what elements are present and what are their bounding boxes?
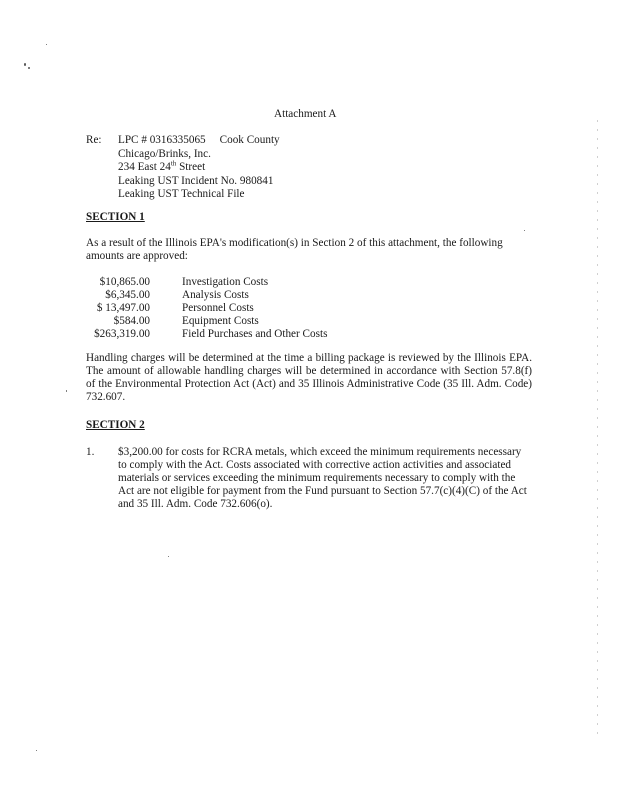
approved-amounts-list bbox=[80, 276, 327, 341]
amount-row bbox=[80, 302, 327, 315]
amount-row bbox=[80, 289, 327, 302]
amount-value: $584.00 bbox=[113, 315, 150, 327]
handling-charges-paragraph: Handling charges will be determined at the time a billing package is reviewed by the Illinois EPA. The amount of allowable handling charges will be determined in accordance with Section 57.8(f) of the Environmental Protection Act (Act) and 35 Illinois Administrative Code (35 Ill. Adm. Code) 732.607. bbox=[86, 352, 532, 403]
amount-category: Investigation Costs bbox=[182, 276, 269, 288]
scan-speck bbox=[66, 390, 67, 392]
re-incident: Leaking UST Incident No. 980841 bbox=[118, 174, 274, 187]
amount-value: $10,865.00 bbox=[99, 276, 150, 288]
amount-category: Analysis Costs bbox=[182, 289, 249, 301]
re-county: Cook County bbox=[219, 134, 280, 146]
scan-speck bbox=[46, 44, 47, 45]
item-number: 1. bbox=[86, 446, 95, 458]
attachment-title: Attachment A bbox=[274, 108, 337, 120]
section-1-intro: As a result of the Illinois EPA's modification(s) in Section 2 of this attachment, the following amounts are approved: bbox=[86, 237, 503, 262]
section-2-heading: SECTION 2 bbox=[86, 419, 145, 431]
section-1-heading: SECTION 1 bbox=[86, 211, 145, 223]
amount-row bbox=[80, 328, 327, 341]
scan-speck bbox=[168, 556, 169, 557]
item-text: $3,200.00 for costs for RCRA metals, which exceed the minimum requirements necessary to comply with the Act. Costs associated with corrective action activities and associated materials or services exceeding the minimum requirements necessary to comply with the Act are not eligible for payment from the Fund pursuant to Section 57.7(c)(4)(C) of the Act and 35 Ill. Adm. Code 732.606(o). bbox=[118, 446, 527, 510]
scan-edge-artifact bbox=[597, 120, 598, 740]
amount-value: $263,319.00 bbox=[94, 328, 150, 340]
amount-category: Field Purchases and Other Costs bbox=[182, 328, 328, 340]
amount-value: $6,345.00 bbox=[105, 289, 150, 301]
re-lpc: LPC # 0316335065 bbox=[118, 134, 206, 146]
re-label: Re: bbox=[86, 134, 102, 146]
re-block bbox=[118, 134, 280, 202]
scan-speck bbox=[524, 230, 525, 231]
re-address: 234 East 24th Street bbox=[118, 159, 206, 173]
scan-speck bbox=[24, 63, 26, 66]
amount-category: Personnel Costs bbox=[182, 302, 254, 314]
scan-speck bbox=[36, 750, 37, 751]
re-company: Chicago/Brinks, Inc. bbox=[118, 147, 211, 160]
amount-value: $ 13,497.00 bbox=[96, 302, 150, 314]
re-file: Leaking UST Technical File bbox=[118, 188, 245, 200]
re-lpc-line bbox=[118, 134, 280, 148]
amount-row bbox=[80, 276, 327, 289]
amount-row bbox=[80, 315, 327, 328]
amount-category: Equipment Costs bbox=[182, 315, 259, 327]
scan-speck bbox=[28, 67, 30, 69]
